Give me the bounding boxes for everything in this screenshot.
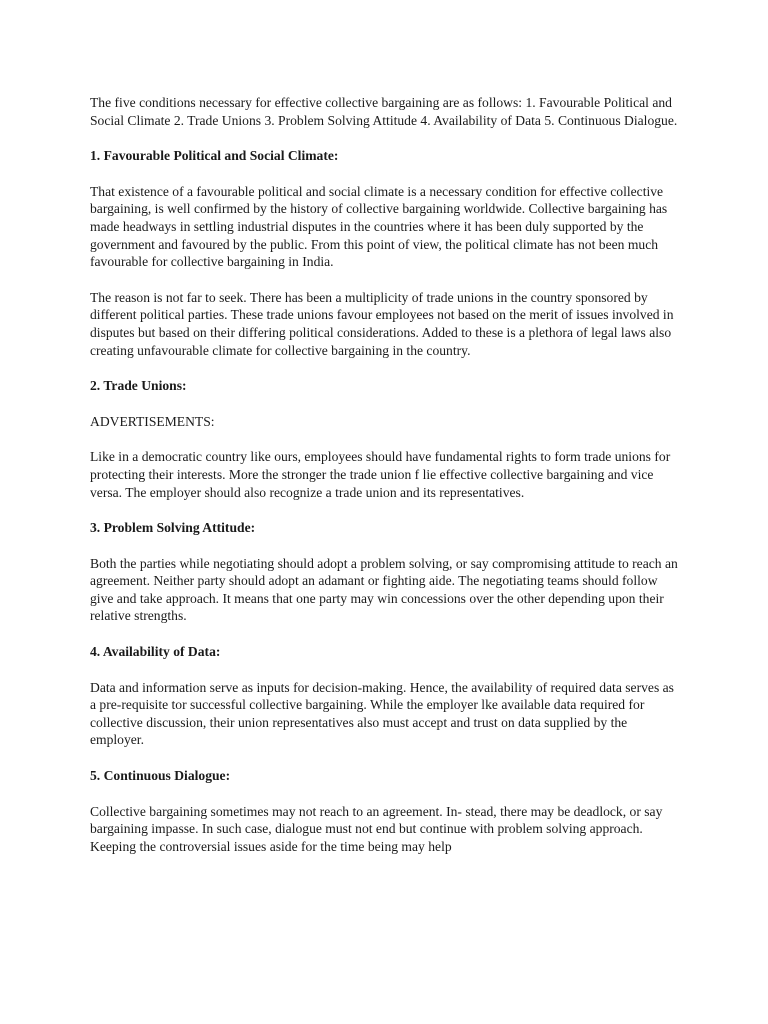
section-1-paragraph-1: That existence of a favourable political and social climate is a necessary condition for effective collective bargaining, is well confirmed by the history of collective bargaining worldwide. Collective bargaining has made headways in settling industrial disputes in the countries where it has been duly supported by the government and favoured by the public. From this point of view, the political climate has not been much favourable for collective bargaining in India. — [90, 183, 668, 270]
section-5-paragraph-1: Collective bargaining sometimes may not reach to an agreement. In- stead, there may be deadlock, or say bargaining impasse. In such case, dialogue must not end but continue with problem solving approach. Keeping the controversial issues aside for the time being may help — [90, 803, 663, 854]
section-3-heading: 3. Problem Solving Attitude: — [90, 520, 256, 536]
document-page — [90, 94, 680, 873]
section-3-paragraph-1: Both the parties while negotiating should adopt a problem solving, or say compromising attitude to reach an agreement. Neither party should adopt an adamant or fighting aide. The negotiating teams should follow give and take approach. It means that one party may win concessions over the other depending upon their relative strengths. — [90, 555, 678, 624]
section-5-heading: 5. Continuous Dialogue: — [90, 768, 231, 784]
section-1-paragraph-2: The reason is not far to seek. There has been a multiplicity of trade unions in the country sponsored by different political parties. These trade unions favour employees not based on the merit of issues involved in disputes but based on their differing political considerations. Added to these is a plethora of legal laws also creating unfavourable climate for collective bargaining in the country. — [90, 289, 674, 358]
section-4-paragraph-1: Data and information serve as inputs for decision-making. Hence, the availability of required data serves as a pre-requisite tor successful collective bargaining. While the employer lke available data required for collective discussion, their union representatives also must accept and trust on data supplied by the employer. — [90, 679, 674, 748]
section-4-heading: 4. Availability of Data: — [90, 644, 221, 660]
section-2-paragraph-1: Like in a democratic country like ours, employees should have fundamental rights to form trade unions for protecting their interests. More the stronger the trade union f lie effective collective bargaining and vice versa. The employer should also recognize a trade union and its representatives. — [90, 449, 671, 500]
intro-paragraph: The five conditions necessary for effective collective bargaining are as follows: 1. Favourable Political and Social Climate 2. Trade Unions 3. Problem Solving Attitude 4. Availability of Data 5. Continuous Dialogue. — [90, 95, 678, 128]
section-2-heading: 2. Trade Unions: — [90, 378, 187, 394]
advertisement-label: ADVERTISEMENTS: — [90, 413, 215, 429]
section-1-heading: 1. Favourable Political and Social Climate: — [90, 148, 339, 164]
